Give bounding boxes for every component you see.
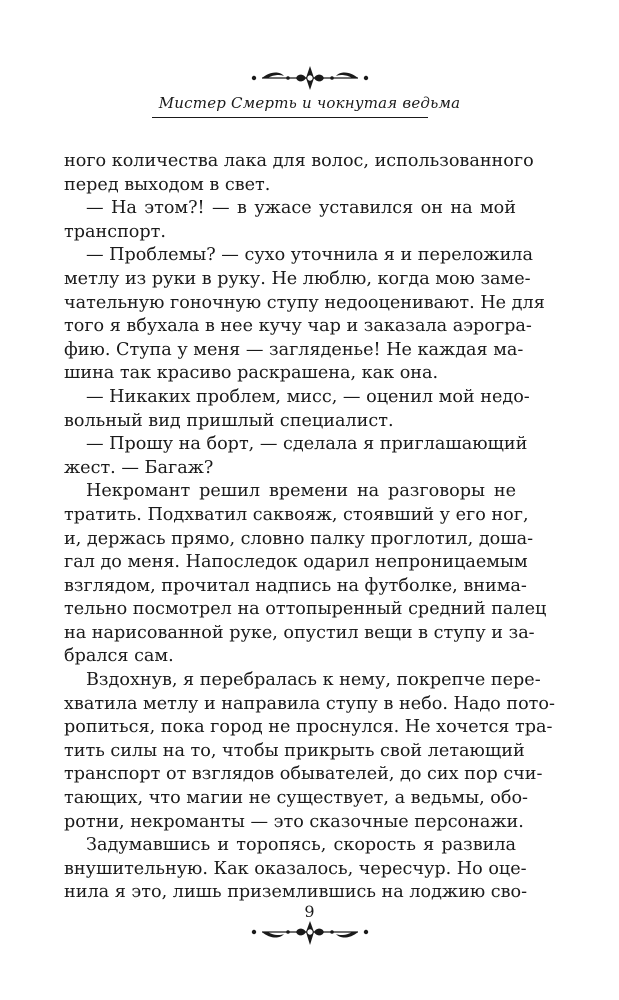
text-line: того я вбухала в нее кучу чар и заказала аэрогра-	[64, 316, 532, 337]
text-line: Задумавшись и торопясь, скорость я развила	[86, 835, 516, 856]
header-divider	[152, 117, 428, 118]
text-line: ного количества лака для волос, использованного	[64, 151, 534, 171]
text-line: метлу из руки в руку. Не люблю, когда мою заме-	[64, 268, 531, 289]
text-line: нила я это, лишь приземлившись на лоджию сво-	[64, 882, 528, 903]
page-text	[64, 150, 555, 905]
text-line: вольный вид пришлый специалист.	[64, 410, 394, 431]
text-line: тельно посмотрел на оттопыренный средний палец	[64, 599, 547, 620]
text-line: на нарисованной руке, опустил вещи в ступу и за-	[64, 622, 535, 643]
text-line: — На этом?! — в ужасе уставился он на мой	[86, 198, 516, 219]
text-line: Вздохнув, я перебралась к нему, покрепче пере-	[86, 670, 541, 691]
text-line: Некромант решил времени на разговоры не	[86, 481, 516, 502]
text-line: ротни, некроманты — это сказочные персонажи.	[64, 811, 524, 832]
text-line: ропиться, пока город не проснулся. Не хочется тра-	[64, 717, 553, 738]
header-ornament-icon	[240, 62, 380, 92]
text-line: — Проблемы? — сухо уточнила я и переложила	[86, 245, 533, 266]
text-line: чательную гоночную ступу недооценивают. Не для	[64, 292, 545, 313]
text-line: транспорт от взглядов обывателей, до сих пор счи-	[64, 764, 543, 785]
text-line: брался сам.	[64, 646, 174, 667]
text-line: гал до меня. Напоследок одарил непроницаемым	[64, 552, 528, 573]
text-line: тить силы на то, чтобы прикрыть свой летающий	[64, 740, 525, 761]
text-line: тратить. Подхватил саквояж, стоявший у его ног,	[64, 504, 529, 525]
text-line: — Никаких проблем, мисс, — оценил мой недо-	[86, 386, 530, 407]
text-line: транспорт.	[64, 221, 166, 242]
text-line: тающих, что магии не существует, а ведьмы, обо-	[64, 788, 529, 809]
text-line: взглядом, прочитал надпись на футболке, внима-	[64, 575, 527, 596]
page-number: 9	[304, 902, 315, 921]
running-title: Мистер Смерть и чокнутая ведьма	[158, 94, 461, 112]
text-line: внушительную. Как оказалось, чересчур. Но оце-	[64, 858, 527, 879]
footer-ornament-icon	[240, 918, 380, 948]
text-line: перед выходом в свет.	[64, 174, 271, 195]
text-line: — Прошу на борт, — сделала я приглашающий	[86, 434, 528, 455]
text-line: фию. Ступа у меня — загляденье! Не каждая ма-	[64, 339, 524, 360]
text-line: и, держась прямо, словно палку проглотил, доша-	[64, 528, 534, 549]
text-line: хватила метлу и направила ступу в небо. Надо пото-	[64, 693, 555, 714]
text-line: шина так красиво раскрашена, как она.	[64, 363, 439, 384]
text-line: жест. — Багаж?	[64, 457, 214, 478]
